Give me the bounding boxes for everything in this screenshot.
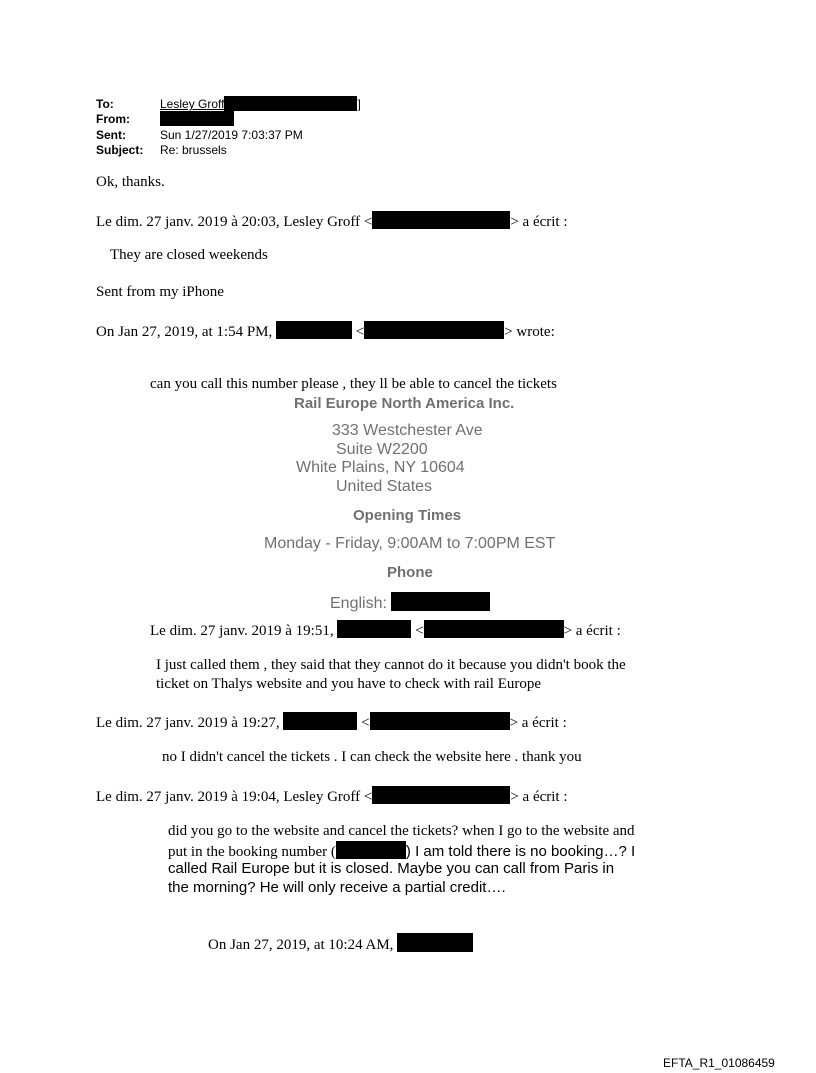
quote-header-lt: < bbox=[415, 623, 424, 639]
subject-value: Re: brussels bbox=[160, 143, 227, 157]
message-fragment: put in the booking number ( bbox=[168, 844, 336, 860]
quote-header-lt: < bbox=[361, 715, 370, 731]
reply-text: Ok, thanks. bbox=[96, 174, 165, 190]
quote-header-suffix: > a écrit : bbox=[563, 623, 621, 639]
quote-header-2 bbox=[96, 321, 555, 341]
redaction-block bbox=[397, 933, 473, 952]
quote-header-3 bbox=[150, 620, 621, 640]
address-line: White Plains, NY 10604 bbox=[296, 459, 465, 476]
quote-header-suffix: > a écrit : bbox=[510, 789, 568, 805]
redaction-block bbox=[391, 592, 490, 611]
from-label: From: bbox=[96, 112, 130, 126]
redaction-block bbox=[224, 96, 357, 111]
message-text: no I didn't cancel the tickets . I can check the website here . thank you bbox=[162, 749, 582, 765]
section-heading: Phone bbox=[387, 564, 433, 581]
company-name: Rail Europe North America Inc. bbox=[294, 395, 515, 412]
redaction-block bbox=[336, 841, 406, 859]
subject-label: Subject: bbox=[96, 143, 144, 157]
redaction-block bbox=[372, 211, 510, 229]
redaction-block bbox=[276, 321, 352, 339]
message-text: the morning? He will only receive a partial credit…. bbox=[168, 879, 506, 896]
quote-header-text: On Jan 27, 2019, at 1:54 PM, bbox=[96, 324, 273, 340]
message-text: I just called them , they said that they cannot do it because you didn't book the bbox=[156, 657, 626, 673]
quote-header-text: Le dim. 27 janv. 2019 à 19:04, Lesley Groff < bbox=[96, 789, 373, 805]
quote-header-text: Le dim. 27 janv. 2019 à 20:03, Lesley Groff < bbox=[96, 214, 373, 230]
quote-header-suffix: > a écrit : bbox=[510, 214, 568, 230]
quote-header-text: On Jan 27, 2019, at 10:24 AM, bbox=[208, 937, 394, 953]
phone-label: English: bbox=[330, 595, 387, 612]
redaction-block bbox=[364, 321, 504, 339]
address-line: United States bbox=[336, 478, 433, 495]
quote-header-suffix: > wrote: bbox=[504, 324, 555, 340]
to-name: Lesley Groff bbox=[160, 97, 225, 111]
redaction-block bbox=[337, 620, 411, 638]
quote-header-text: Le dim. 27 janv. 2019 à 19:51, bbox=[150, 623, 334, 639]
message-text: called Rail Europe but it is closed. Maybe you can call from Paris in bbox=[168, 860, 615, 877]
opening-hours: Monday - Friday, 9:00AM to 7:00PM EST bbox=[264, 535, 556, 552]
redaction-block bbox=[370, 712, 510, 730]
redaction-block bbox=[372, 786, 510, 804]
address-line: 333 Westchester Ave bbox=[332, 422, 483, 439]
message-text: can you call this number please , they ll be able to cancel the tickets bbox=[150, 376, 557, 392]
quote-header-text: Le dim. 27 janv. 2019 à 19:27, bbox=[96, 715, 280, 731]
message-text: ticket on Thalys website and you have to check with rail Europe bbox=[156, 676, 542, 692]
redaction-block bbox=[424, 620, 564, 638]
quote-header-lt: < bbox=[355, 324, 365, 340]
to-bracket: ] bbox=[357, 97, 361, 111]
to-label: To: bbox=[96, 97, 114, 111]
quote-header-4 bbox=[96, 712, 567, 732]
section-heading: Opening Times bbox=[353, 507, 462, 524]
message-text: did you go to the website and cancel the tickets? when I go to the website and bbox=[168, 823, 635, 839]
redaction-block bbox=[283, 712, 357, 730]
quote-header-suffix: > a écrit : bbox=[509, 715, 567, 731]
sent-label: Sent: bbox=[96, 128, 126, 142]
message-text: They are closed weekends bbox=[110, 247, 268, 263]
to-value bbox=[160, 96, 361, 111]
signature-text: Sent from my iPhone bbox=[96, 284, 224, 300]
redaction-block bbox=[160, 111, 234, 126]
message-fragment: ) I am told there is no booking…? I bbox=[405, 843, 636, 860]
sent-value: Sun 1/27/2019 7:03:37 PM bbox=[160, 128, 303, 142]
message-text bbox=[168, 841, 635, 861]
quote-header-6 bbox=[208, 933, 473, 954]
address-line: Suite W2200 bbox=[336, 441, 428, 458]
phone-line bbox=[330, 592, 490, 613]
quote-header-1 bbox=[96, 211, 568, 231]
quote-header-5 bbox=[96, 786, 568, 806]
document-id: EFTA_R1_01086459 bbox=[663, 1056, 775, 1070]
